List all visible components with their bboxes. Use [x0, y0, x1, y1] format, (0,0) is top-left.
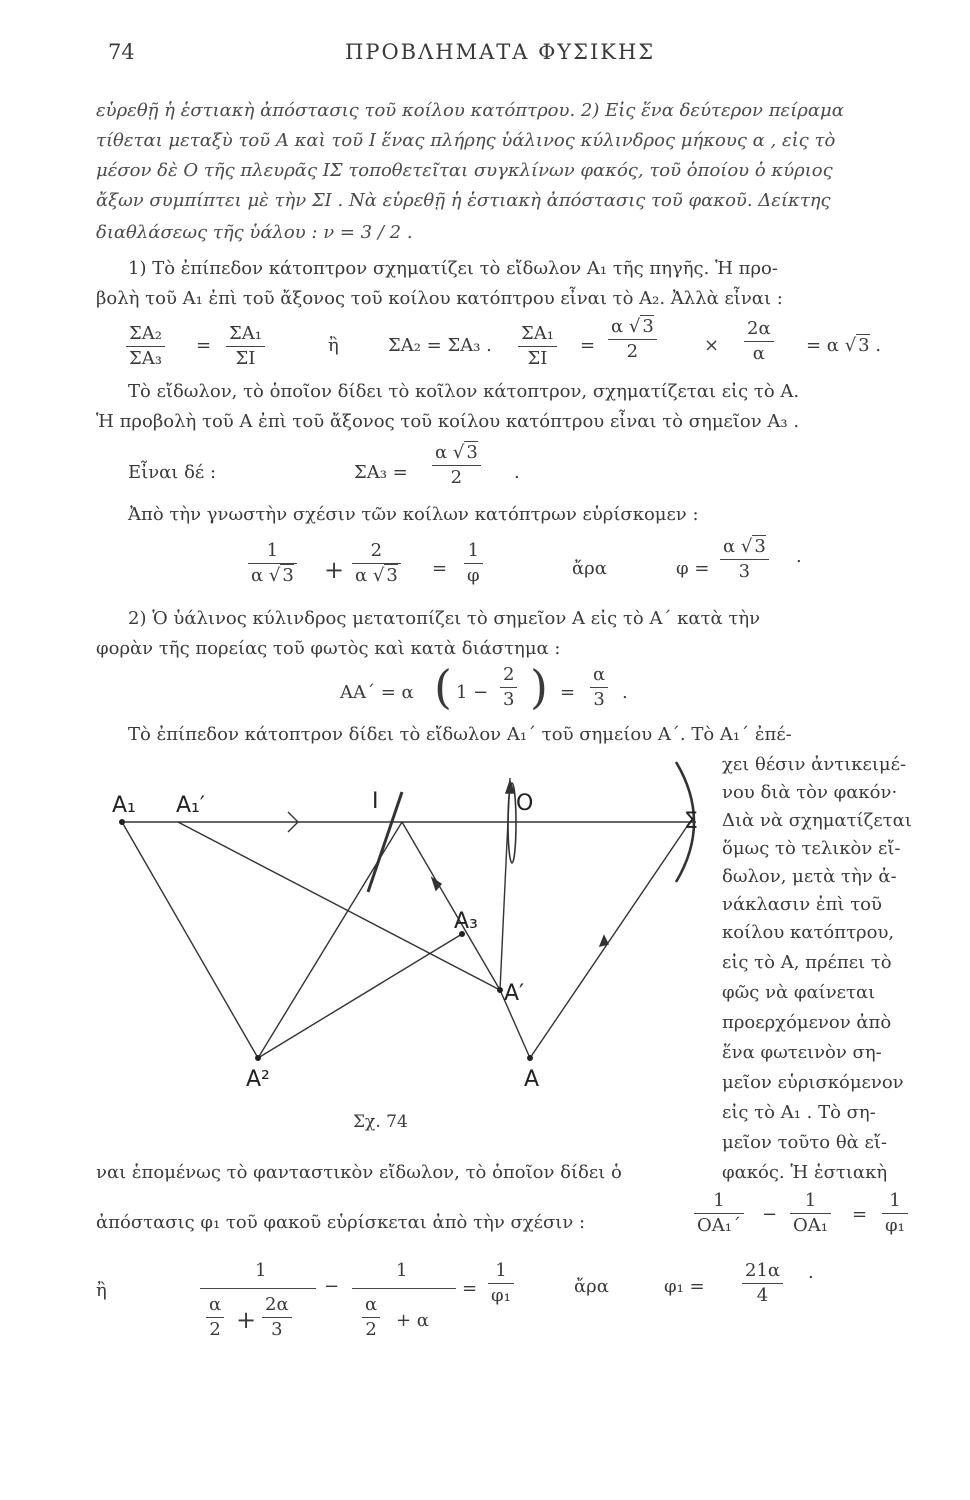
equals-sign: =: [852, 1204, 868, 1225]
fraction: $\frac{\alpha}{3}$: [590, 666, 608, 709]
equation-text: ΑΑ΄ = α: [340, 682, 414, 703]
equation-text: φ =: [676, 558, 710, 579]
period: .: [622, 682, 628, 703]
equals-sign: =: [196, 335, 212, 356]
ray: [258, 934, 462, 1058]
side-text-line: νου διὰ τὸν φακόν·: [722, 782, 898, 803]
label-A: A: [524, 1067, 540, 1092]
problem-line: τίθεται μεταξὺ τοῦ Α καὶ τοῦ Ι ἕνας πλήρης ὑάλινος κύλινδρος μήκους α , εἰς τὸ: [96, 130, 836, 151]
period: .: [796, 546, 802, 567]
side-text-line: ὅμως τὸ τελικὸν εἴ-: [722, 838, 901, 859]
fraction: $\frac{\alpha}{2}$: [362, 1296, 380, 1339]
fraction: $\frac{1}{\text{φ₁}}$: [882, 1192, 908, 1235]
point-A-prime: [497, 987, 503, 993]
fraction: $\frac{1}{\alpha √ 3}$: [248, 542, 297, 585]
solution-text: ἀπόστασις φ₁ τοῦ φακοῦ εὑρίσκεται ἀπὸ τὴν σχέσιν :: [96, 1212, 586, 1233]
side-text-line: μεῖον εὑρισκόμενον: [722, 1072, 904, 1093]
label-O: O: [516, 791, 534, 816]
side-text-line: Διὰ νὰ σχηματίζεται: [722, 810, 912, 831]
ray: [122, 822, 258, 1058]
label-A2: A²: [246, 1067, 270, 1092]
fraction: $\frac{\text{ΣΑ₁}}{\Sigma I}$: [226, 325, 265, 368]
solution-text: 2) Ὁ ὑάλινος κύλινδρος μετατοπίζει τὸ σημεῖον Α εἰς τὸ Α΄ κατὰ τὴν: [128, 608, 761, 629]
close-paren: ): [530, 660, 548, 714]
arrow-head: [600, 936, 608, 946]
side-text-line: κοίλου κατόπτρου,: [722, 922, 895, 943]
label-A1-prime: A₁′: [176, 793, 205, 818]
side-text-line: ἕνα φωτεινὸν ση-: [722, 1042, 882, 1063]
equation-text: + α: [396, 1310, 429, 1331]
fraction: $\frac{\alpha √ 3}{2}$: [432, 444, 481, 487]
solution-text: 1) Τὸ ἐπίπεδον κάτοπτρον σχηματίζει τὸ εἴδωλον Α₁ τῆς πηγῆς. Ἡ προ-: [128, 258, 778, 279]
point-A2: [255, 1055, 261, 1061]
fraction: $\frac{1}{\text{φ₁}}$: [488, 1262, 514, 1305]
equation-text: = α √ 3 .: [806, 335, 882, 356]
equals-sign: =: [432, 558, 448, 579]
side-text-line: χει θέσιν ἀντικειμέ-: [722, 754, 907, 775]
solution-text: ναι ἑπομένως τὸ φανταστικὸν εἴδωλον, τὸ ὁποῖον δίδει ὁ: [96, 1162, 622, 1183]
problem-line: ἄξων συμπίπτει μὲ τὴν ΣΙ . Νὰ εὑρεθῇ ἡ ἑστιακὴ ἀπόστασις τοῦ φακοῦ. Δείκτης: [96, 190, 831, 211]
figure-caption: Σχ. 74: [353, 1112, 408, 1132]
fraction: $\frac{2\alpha}{3}$: [262, 1296, 292, 1339]
solution-text: φακός. Ἡ ἑστιακὴ: [722, 1162, 888, 1183]
fraction: $\frac{2}{3}$: [500, 666, 517, 709]
equation-text: 1 −: [456, 682, 489, 703]
side-text-line: προερχόμενον ἀπὸ: [722, 1012, 892, 1033]
ara-word: ἄρα: [572, 558, 607, 579]
ray: [500, 778, 510, 990]
side-text-line: μεῖον τοῦτο θὰ εἴ-: [722, 1132, 888, 1153]
problem-line: εὑρεθῇ ἡ ἑστιακὴ ἀπόστασις τοῦ κοίλου κατόπτρου. 2) Εἰς ἕνα δεύτερον πείραμα: [96, 100, 844, 121]
or-word: ἢ: [328, 335, 339, 356]
fraction: $\frac{2\alpha}{\alpha}$: [744, 320, 774, 363]
side-text-line: δωλον, μετὰ τὴν ἀ-: [722, 866, 897, 887]
label-A3: A₃: [454, 909, 478, 934]
fraction: $\frac{21\alpha}{4}$: [742, 1262, 783, 1305]
fraction: $\frac{\text{ΣΑ₂}}{\text{ΣΑ₃}}$: [126, 325, 165, 368]
or-word: ἢ: [96, 1280, 107, 1301]
label-S: Σ: [684, 809, 698, 834]
fraction-bar: [352, 1288, 456, 1289]
solution-text: φορὰν τῆς πορείας τοῦ φωτὸς καὶ κατὰ διάστημα :: [96, 638, 561, 659]
fraction: $\frac{1}{\varphi}$: [464, 542, 483, 585]
problem-line: μέσον δὲ Ο τῆς πλευρᾶς ΙΣ τοποθετεῖται συγκλίνων φακός, τοῦ ὁποίου ὁ κύριος: [96, 160, 833, 181]
equation-text: ΣΑ₂ = ΣΑ₃ .: [388, 335, 492, 356]
ray: [530, 822, 690, 1058]
point-A1: [119, 819, 125, 825]
fraction: $\frac{\alpha √ 3}{2}$: [608, 318, 657, 361]
period: .: [514, 462, 520, 483]
solution-text: βολὴ τοῦ Α₁ ἐπὶ τοῦ ἄξονος τοῦ κοίλου κατόπτρου εἶναι τὸ Α₂. Ἀλλὰ εἶναι :: [96, 288, 783, 309]
equation-lead: Εἶναι δέ :: [128, 462, 217, 483]
equation-text: ΣΑ₃ =: [354, 462, 408, 483]
equals-sign: =: [580, 335, 596, 356]
solution-text: Ἡ προβολὴ τοῦ Α ἐπὶ τοῦ ἄξονος τοῦ κοίλου κατόπτρου εἶναι τὸ σημεῖον Α₃ .: [96, 411, 800, 432]
equals-sign: =: [560, 682, 576, 703]
fraction: $\frac{\text{ΣΑ₁}}{\Sigma I}$: [518, 325, 557, 368]
equation-text: φ₁ =: [664, 1276, 705, 1297]
fraction: $\frac{2}{\alpha √ 3}$: [352, 542, 401, 585]
side-text-line: εἰς τὸ Α, πρέπει τὸ: [722, 952, 892, 973]
label-A1: A₁: [112, 793, 136, 818]
label-A-prime: A′: [504, 981, 525, 1006]
numerator: 1: [396, 1260, 408, 1281]
ara-word: ἄρα: [574, 1276, 609, 1297]
side-text-line: νάκλασιν ἐπὶ τοῦ: [722, 894, 882, 915]
problem-line: διαθλάσεως τῆς ὑάλου : ν = 3 / 2 .: [96, 222, 413, 243]
fraction: $\frac{1}{\text{ΟΑ₁΄}}$: [694, 1192, 744, 1235]
times-sign: ×: [704, 335, 720, 356]
numerator: 1: [255, 1260, 267, 1281]
fraction-bar: [200, 1288, 316, 1289]
fraction: $\frac{1}{\text{ΟΑ₁}}$: [790, 1192, 831, 1235]
page-number: 74: [108, 40, 135, 64]
plus-sign: +: [324, 556, 345, 584]
ray: [258, 822, 402, 1058]
running-title: ΠΡΟΒΛΗΜΑΤΑ ΦΥΣΙΚΗΣ: [345, 40, 656, 64]
open-paren: (: [434, 660, 452, 714]
side-text-line: φῶς νὰ φαίνεται: [722, 982, 876, 1003]
solution-text: Τὸ ἐπίπεδον κάτοπτρον δίδει τὸ εἴδωλον Α₁΄ τοῦ σημείου Α΄. Τὸ Α₁΄ ἐπέ-: [128, 724, 792, 745]
side-text-line: εἰς τὸ Α₁ . Τὸ ση-: [722, 1102, 876, 1123]
equals-sign: =: [462, 1278, 478, 1299]
solution-text: Ἀπὸ τὴν γνωστὴν σχέσιν τῶν κοίλων κατόπτρων εὑρίσκομεν :: [128, 504, 699, 525]
minus-sign: −: [762, 1204, 778, 1225]
fraction: $\frac{\alpha √ 3}{3}$: [720, 538, 769, 581]
fraction: $\frac{\alpha}{2}$: [206, 1296, 224, 1339]
plus-sign: +: [236, 1306, 257, 1334]
solution-text: Τὸ εἴδωλον, τὸ ὁποῖον δίδει τὸ κοῖλον κάτοπτρον, σχηματίζεται εἰς τὸ Α.: [128, 381, 800, 402]
minus-sign: −: [324, 1276, 340, 1297]
label-I: I: [372, 789, 379, 814]
point-A: [527, 1055, 533, 1061]
period: .: [808, 1262, 814, 1283]
